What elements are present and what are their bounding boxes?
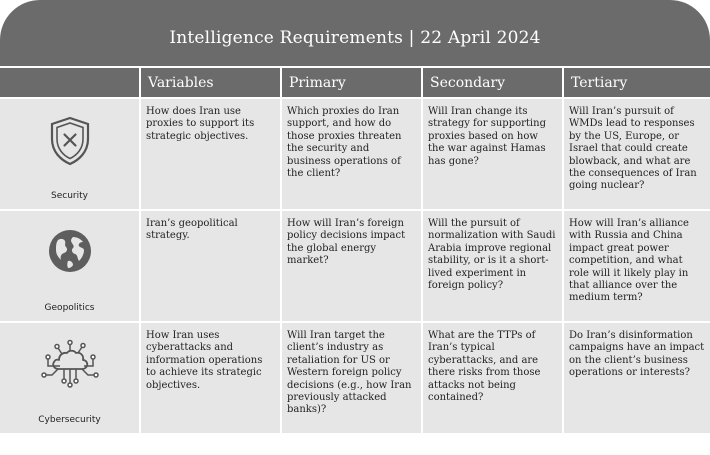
title-banner: [0, 0, 710, 66]
cell-cybersecurity-variables: How Iran uses cyberattacks and information operations to achieve its strategic objectives.: [141, 323, 282, 433]
row-label-cybersecurity: Cybersecurity: [38, 415, 101, 425]
row-header-geopolitics: [0, 211, 141, 321]
cell-cybersecurity-tertiary: Do Iran’s disinformation campaigns have an impact on the client’s business operations or interests?: [564, 323, 710, 433]
cell-cybersecurity-primary: Will Iran target the client’s industry as retaliation for US or Western foreign policy decisions (e.g., how Iran previously attacked banks)?: [282, 323, 423, 433]
cell-security-primary: Which proxies do Iran support, and how do those proxies threaten the security and business operations of the client?: [282, 99, 423, 209]
row-label-security: Security: [51, 191, 88, 201]
shield-x-icon: [48, 115, 92, 167]
row-label-geopolitics: Geopolitics: [44, 303, 95, 313]
cloud-network-icon: [40, 339, 100, 389]
requirements-table: [0, 68, 710, 433]
cell-security-secondary: Will Iran change its strategy for supporting proxies based on how the war against Hamas has gone?: [423, 99, 564, 209]
header-secondary: Secondary: [423, 68, 564, 97]
cell-geopolitics-primary: How will Iran’s foreign policy decisions impact the global energy market?: [282, 211, 423, 321]
cell-geopolitics-tertiary: How will Iran’s alliance with Russia and China impact great power competition, and what role will it likely play in that alliance over the medium term?: [564, 211, 710, 321]
header-corner: [0, 68, 141, 97]
row-header-cybersecurity: [0, 323, 141, 433]
row-header-security: [0, 99, 141, 209]
cell-geopolitics-variables: Iran’s geopolitical strategy.: [141, 211, 282, 321]
header-primary: Primary: [282, 68, 423, 97]
cell-cybersecurity-secondary: What are the TTPs of Iran’s typical cyberattacks, and are there risks from those attacks not being contained?: [423, 323, 564, 433]
header-variables: Variables: [141, 68, 282, 97]
cell-security-variables: How does Iran use proxies to support its strategic objectives.: [141, 99, 282, 209]
cell-security-tertiary: Will Iran’s pursuit of WMDs lead to responses by the US, Europe, or Israel that could create blowback, and what are the consequences of Iran going nuclear?: [564, 99, 710, 209]
cell-geopolitics-secondary: Will the pursuit of normalization with Saudi Arabia improve regional stability, or is it a short-lived experiment in foreign policy?: [423, 211, 564, 321]
header-tertiary: Tertiary: [564, 68, 710, 97]
globe-icon: [46, 227, 94, 275]
page-title: Intelligence Requirements | 22 April 2024: [169, 28, 541, 48]
